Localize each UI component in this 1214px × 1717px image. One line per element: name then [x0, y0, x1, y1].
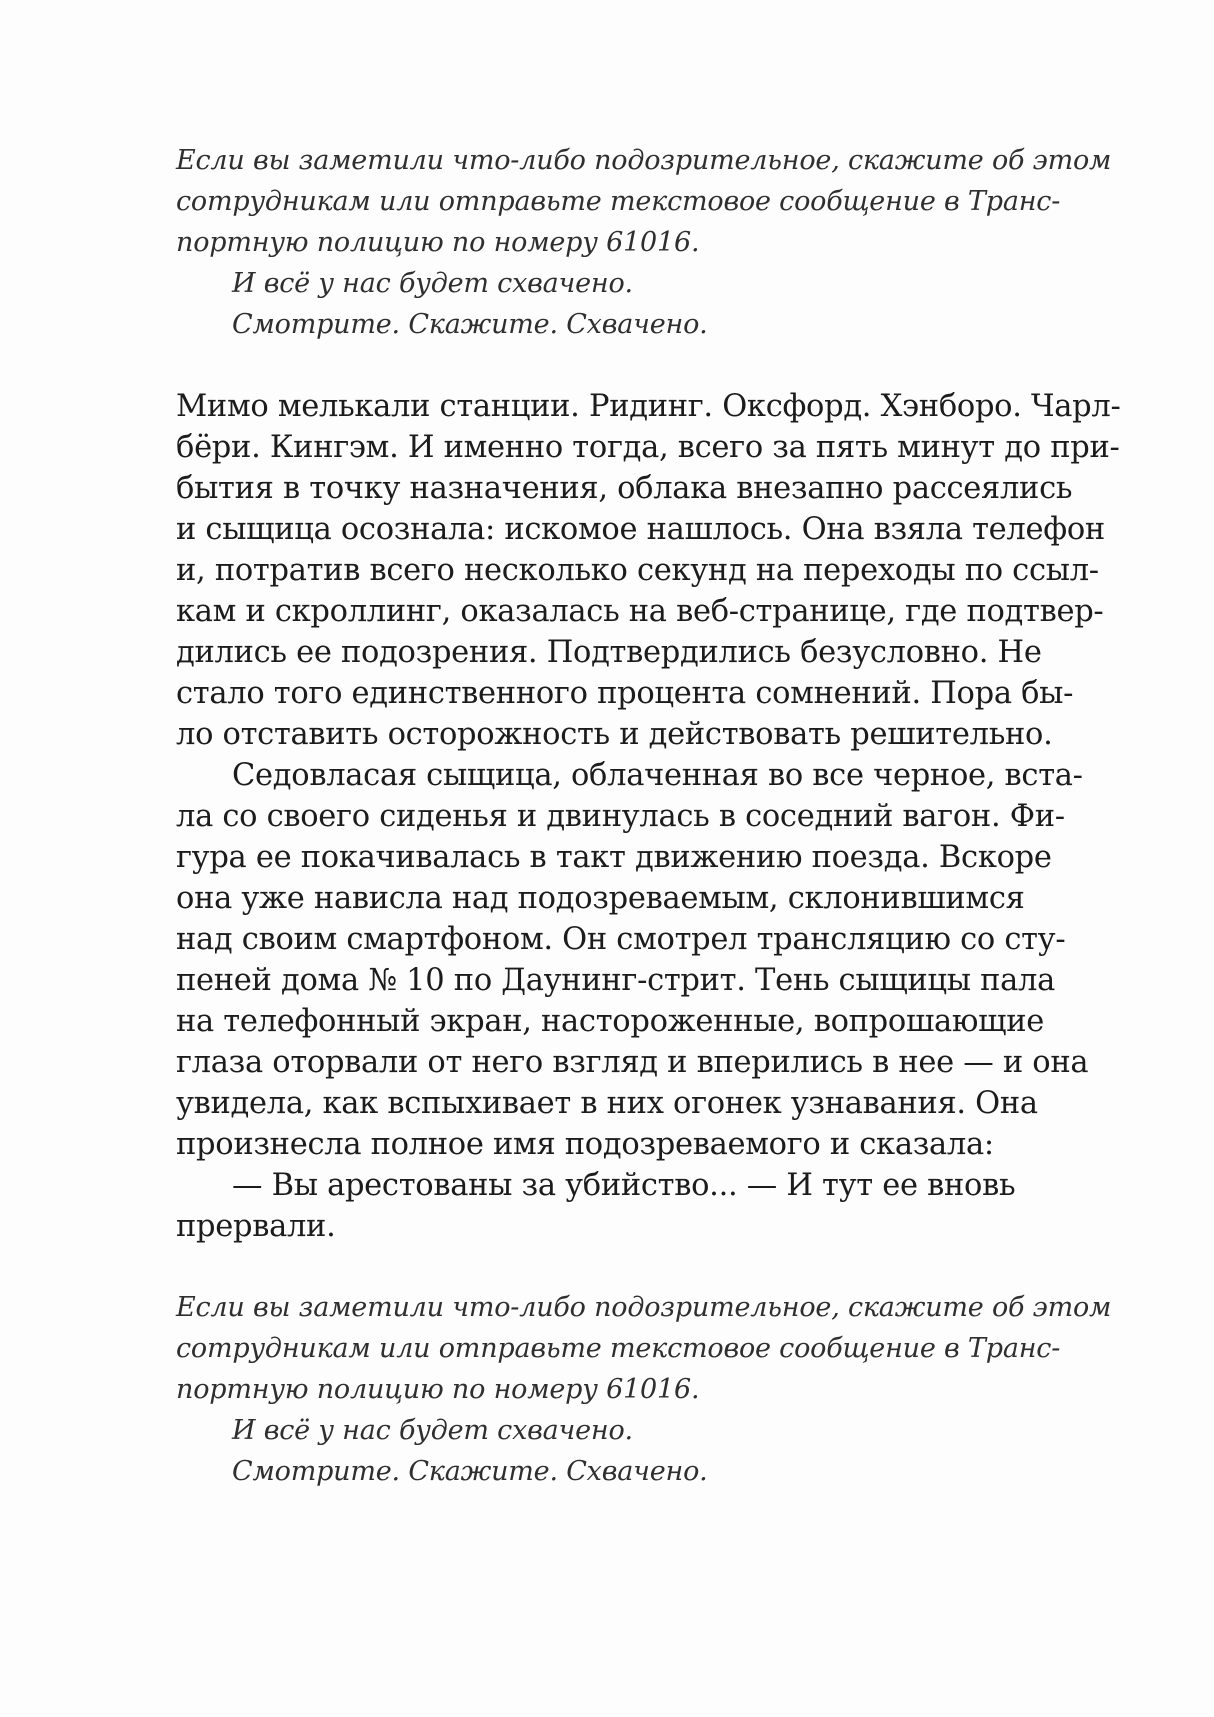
notice-line: Если вы заметили что-либо подозрительное, скажите об этом: [176, 145, 1112, 176]
notice-line: Смотрите. Скажите. Схвачено.: [232, 309, 708, 340]
body-line: глаза оторвали от него взгляд и вперились в нее — и она: [176, 1045, 1089, 1080]
notice-line: сотрудникам или отправьте текстовое сообщение в Транс-: [176, 186, 1061, 217]
body-line: бёри. Кингэм. И именно тогда, всего за пять минут до при-: [176, 430, 1120, 465]
notice-line: портную полицию по номеру 61016.: [176, 1374, 700, 1405]
body-line: прервали.: [176, 1209, 336, 1244]
body-line: произнесла полное имя подозреваемого и сказала:: [176, 1127, 994, 1162]
notice-line: И всё у нас будет схвачено.: [232, 1415, 633, 1446]
body-line: увидела, как вспыхивает в них огонек узнавания. Она: [176, 1086, 1038, 1121]
body-line: и, потратив всего несколько секунд на переходы по ссыл-: [176, 553, 1099, 588]
body-line: и сыщица осознала: искомое нашлось. Она взяла телефон: [176, 512, 1105, 547]
body-line: она уже нависла над подозреваемым, склонившимся: [176, 881, 1025, 916]
notice-line: Если вы заметили что-либо подозрительное, скажите об этом: [176, 1292, 1112, 1323]
body-line: Седовласая сыщица, облаченная во все черное, вста-: [232, 758, 1083, 793]
notice-line: сотрудникам или отправьте текстовое сообщение в Транс-: [176, 1333, 1061, 1364]
body-line: гура ее покачивалась в такт движению поезда. Вскоре: [176, 840, 1052, 875]
body-line: на телефонный экран, настороженные, вопрошающие: [176, 1004, 1044, 1039]
body-line: — Вы арестованы за убийство... — И тут ее вновь: [232, 1168, 1016, 1203]
body-line: бытия в точку назначения, облака внезапно рассеялись: [176, 471, 1073, 506]
body-line: ло отставить осторожность и действовать решительно.: [176, 717, 1053, 752]
body-line: стало того единственного процента сомнений. Пора бы-: [176, 676, 1074, 711]
notice-line: Смотрите. Скажите. Схвачено.: [232, 1456, 708, 1487]
body-line: ла со своего сиденья и двинулась в соседний вагон. Фи-: [176, 799, 1065, 834]
notice-line: И всё у нас будет схвачено.: [232, 268, 633, 299]
notice-line: портную полицию по номеру 61016.: [176, 227, 700, 258]
body-line: кам и скроллинг, оказалась на веб-странице, где подтвер-: [176, 594, 1104, 629]
body-line: над своим смартфоном. Он смотрел трансляцию со сту-: [176, 922, 1066, 957]
body-line: дились ее подозрения. Подтвердились безусловно. Не: [176, 635, 1042, 670]
body-line: пеней дома № 10 по Даунинг-стрит. Тень сыщицы пала: [176, 963, 1055, 998]
body-line: Мимо мелькали станции. Ридинг. Оксфорд. Хэнборо. Чарл-: [176, 389, 1121, 424]
